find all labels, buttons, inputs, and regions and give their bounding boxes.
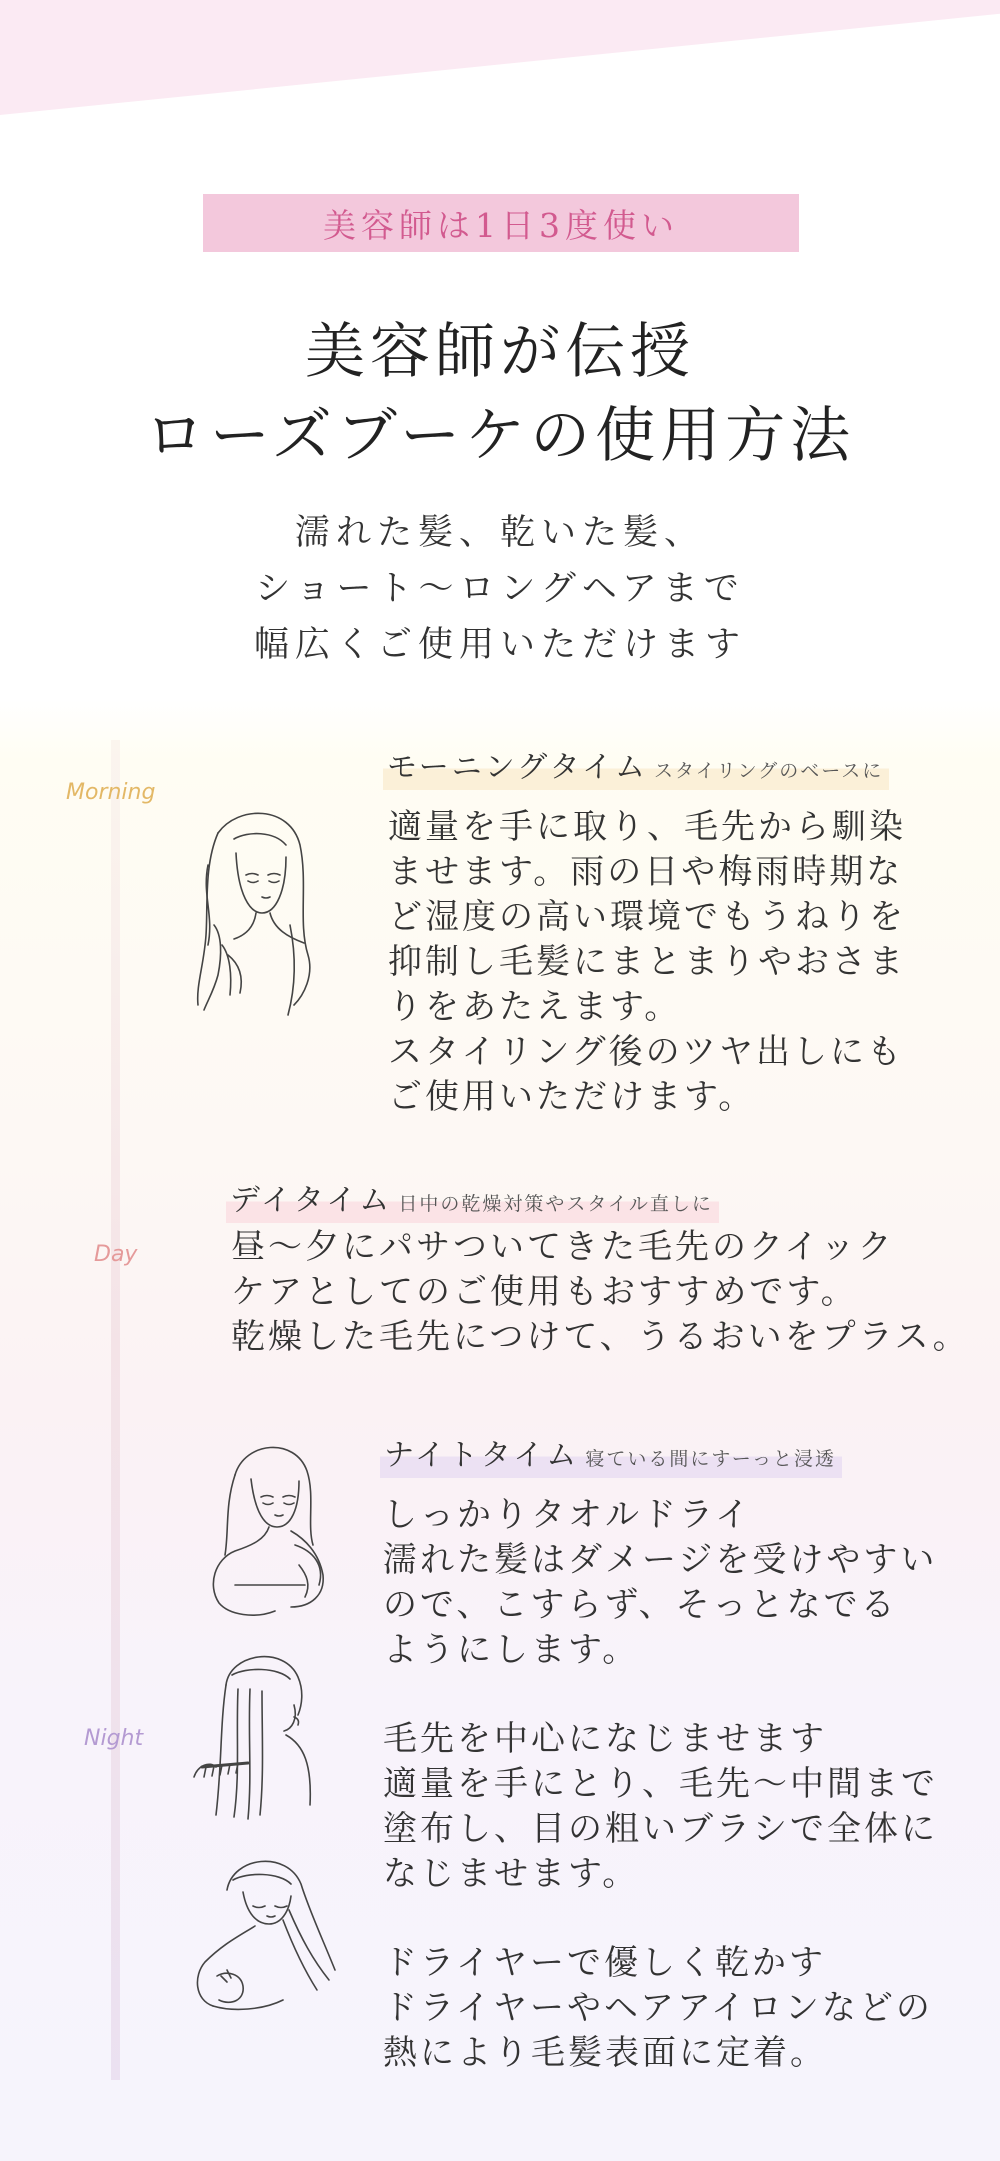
night-heading-title: ナイトタイム: [384, 1438, 580, 1473]
day-label: Day: [94, 1242, 138, 1267]
lead-line-3: 幅広くご使用いただけます: [253, 625, 746, 665]
morning-heading-sub: スタイリングのベースに: [654, 760, 884, 782]
woman-drying-hair-illustration: [183, 1850, 343, 2030]
title-line-2: ローズブーケの使用方法: [144, 401, 856, 471]
woman-brushing-hair-illustration: [186, 1645, 336, 1825]
morning-label: Morning: [66, 780, 156, 805]
night-label: Night: [84, 1726, 144, 1751]
usage-badge: 美容師は1日3度使い: [203, 194, 799, 252]
title-line-1: 美容師が伝授: [305, 317, 695, 387]
day-heading: [226, 1175, 719, 1223]
morning-heading: [383, 742, 889, 790]
top-pink-band: [0, 0, 1000, 115]
woman-touching-hair-illustration: [178, 805, 328, 1020]
day-body: 昼〜夕にパサついてきた毛先のクイック ケアとしてのご使用もおすすめです。 乾燥した毛先につけて、うるおいをプラス。: [231, 1227, 970, 1357]
lead-line-1: 濡れた髪、乾いた髪、: [294, 513, 705, 553]
timeline-bar: [111, 740, 120, 2080]
night-step-apply: 毛先を中心になじませます 適量を手にとり、毛先〜中間まで 塗布し、目の粗いブラシで全体に なじませます。: [383, 1719, 938, 1894]
morning-heading-title: モーニングタイム: [387, 750, 648, 785]
night-step-towel: しっかりタオルドライ 濡れた髪はダメージを受けやすい ので、こすらず、そっとなでる ようにします。: [383, 1495, 938, 1670]
day-heading-title: デイタイム: [230, 1183, 393, 1218]
morning-body: 適量を手に取り、毛先から馴染 ませます。雨の日や梅雨時期な ど湿度の高い環境でもうねりを 抑制し毛髪にまとまりやおさま りをあたえます。 スタイリング後のツヤ出しにも ご使用いただけます。: [388, 807, 906, 1117]
woman-towel-drying-illustration: [195, 1435, 335, 1625]
night-step-dry: ドライヤーで優しく乾かす ドライヤーやヘアアイロンなどの 熱により毛髪表面に定着。: [383, 1943, 933, 2073]
night-heading: [380, 1430, 842, 1478]
lead-line-2: ショート〜ロングヘアまで: [255, 569, 745, 609]
page-title: [0, 310, 1000, 478]
night-heading-sub: 寝ている間にすーっと浸透: [585, 1448, 836, 1470]
day-heading-sub: 日中の乾燥対策やスタイル直しに: [398, 1193, 713, 1215]
lead-text: [0, 505, 1000, 673]
